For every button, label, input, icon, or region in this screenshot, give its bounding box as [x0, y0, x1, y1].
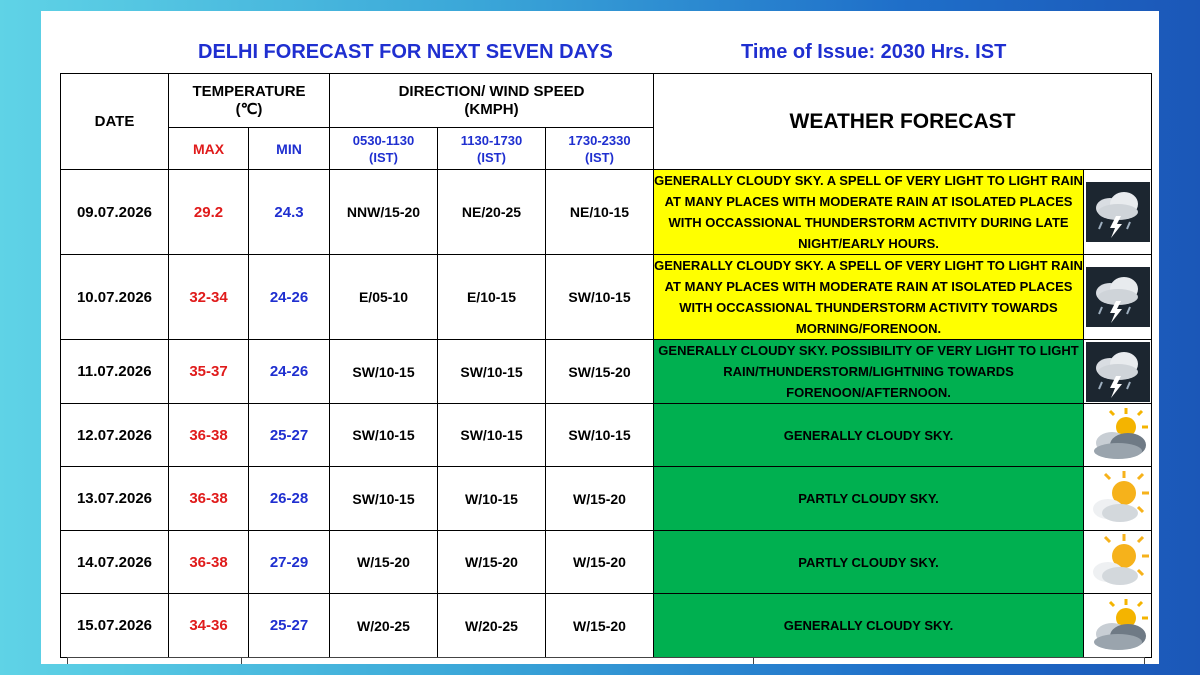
- wind-slot2-cell: SW/10-15: [438, 404, 546, 467]
- slot2-zone: (IST): [477, 149, 506, 165]
- thunderstorm-icon: [1084, 182, 1151, 242]
- table-row: [61, 170, 1152, 255]
- date-cell: 14.07.2026: [61, 531, 169, 594]
- max-temp-cell: 35-37: [169, 340, 249, 404]
- wind-slot3-cell: SW/10-15: [546, 404, 654, 467]
- wind-slot2-cell: W/10-15: [438, 467, 546, 531]
- partly-cloudy-icon: [1084, 469, 1151, 529]
- temperature-header-line1: TEMPERATURE: [192, 82, 306, 100]
- temperature-header: [169, 74, 330, 128]
- wind-header: [330, 74, 654, 128]
- wind-slot3-cell: W/15-20: [546, 531, 654, 594]
- wind-slot3-cell: NE/10-15: [546, 170, 654, 255]
- wind-slot2-cell: NE/20-25: [438, 170, 546, 255]
- table-row: [61, 594, 1152, 658]
- min-temp-cell: 24-26: [249, 255, 330, 340]
- max-temp-cell: 34-36: [169, 594, 249, 658]
- table-row: [61, 340, 1152, 404]
- wind-slot2-cell: SW/10-15: [438, 340, 546, 404]
- strip-divider: [241, 658, 242, 664]
- max-temp-cell: 36-38: [169, 531, 249, 594]
- thunderstorm-icon: [1084, 342, 1151, 402]
- slot2-header: [438, 128, 546, 170]
- max-temp-cell: 36-38: [169, 467, 249, 531]
- forecast-cell: GENERALLY CLOUDY SKY.: [654, 404, 1084, 467]
- wind-slot2-cell: W/20-25: [438, 594, 546, 658]
- date-cell: 13.07.2026: [61, 467, 169, 531]
- forecast-cell: GENERALLY CLOUDY SKY.: [654, 594, 1084, 658]
- forecast-table: [60, 73, 1152, 658]
- date-cell: 09.07.2026: [61, 170, 169, 255]
- forecast-sheet: [41, 11, 1159, 664]
- cloudy-sun-icon: [1084, 405, 1151, 465]
- partly-cloudy-icon: [1084, 532, 1151, 592]
- table-row: [61, 404, 1152, 467]
- min-temp-cell: 26-28: [249, 467, 330, 531]
- wind-slot1-cell: SW/10-15: [330, 467, 438, 531]
- wind-slot1-cell: SW/10-15: [330, 340, 438, 404]
- wind-slot3-cell: W/15-20: [546, 467, 654, 531]
- temperature-header-line2: (℃): [235, 100, 263, 118]
- slot1-time: 0530-1130: [352, 132, 415, 148]
- table-row: [61, 255, 1152, 340]
- weather-icon-cell: [1084, 404, 1152, 467]
- forecast-cell: PARTLY CLOUDY SKY.: [654, 531, 1084, 594]
- forecast-cell: GENERALLY CLOUDY SKY. A SPELL OF VERY LIGHT TO LIGHT RAIN AT MANY PLACES WITH MODERATE RAIN AT ISOLATED PLACES WITH OCCASSIONAL THUNDERSTORM ACTIVITY DURING LATE NIGHT/EARLY HOURS.: [654, 170, 1084, 255]
- wind-slot1-cell: NNW/15-20: [330, 170, 438, 255]
- table-row: [61, 531, 1152, 594]
- min-temp-cell: 24-26: [249, 340, 330, 404]
- wind-slot3-cell: SW/10-15: [546, 255, 654, 340]
- weather-icon-cell: [1084, 255, 1152, 340]
- date-header: DATE: [61, 74, 169, 170]
- wind-slot1-cell: E/05-10: [330, 255, 438, 340]
- wind-slot2-cell: W/15-20: [438, 531, 546, 594]
- max-header: MAX: [169, 128, 249, 170]
- min-temp-cell: 24.3: [249, 170, 330, 255]
- slot3-zone: (IST): [585, 149, 614, 165]
- wind-slot1-cell: SW/10-15: [330, 404, 438, 467]
- slot2-time: 1130-1730: [460, 132, 523, 148]
- min-temp-cell: 25-27: [249, 404, 330, 467]
- slot1-zone: (IST): [369, 149, 398, 165]
- max-temp-cell: 32-34: [169, 255, 249, 340]
- wind-slot3-cell: W/15-20: [546, 594, 654, 658]
- strip-divider: [753, 658, 754, 664]
- max-temp-cell: 36-38: [169, 404, 249, 467]
- weather-icon-cell: [1084, 340, 1152, 404]
- slot1-header: [330, 128, 438, 170]
- min-temp-cell: 25-27: [249, 594, 330, 658]
- slot3-time: 1730-2330: [568, 132, 631, 148]
- forecast-cell: GENERALLY CLOUDY SKY. POSSIBILITY OF VERY LIGHT TO LIGHT RAIN/THUNDERSTORM/LIGHTNING TOWARDS FORENOON/AFTERNOON.: [654, 340, 1084, 404]
- weather-icon-cell: [1084, 531, 1152, 594]
- strip-divider: [67, 658, 68, 664]
- wind-slot2-cell: E/10-15: [438, 255, 546, 340]
- issue-time: Time of Issue: 2030 Hrs. IST: [741, 41, 1007, 63]
- bottom-strip: [67, 657, 1145, 664]
- wind-slot3-cell: SW/15-20: [546, 340, 654, 404]
- weather-icon-cell: [1084, 594, 1152, 658]
- wind-header-line2: (KMPH): [464, 100, 519, 118]
- date-cell: 12.07.2026: [61, 404, 169, 467]
- max-temp-cell: 29.2: [169, 170, 249, 255]
- table-row: [61, 467, 1152, 531]
- page-title: DELHI FORECAST FOR NEXT SEVEN DAYS: [198, 41, 613, 63]
- forecast-cell: PARTLY CLOUDY SKY.: [654, 467, 1084, 531]
- wind-slot1-cell: W/15-20: [330, 531, 438, 594]
- weather-icon-cell: [1084, 170, 1152, 255]
- weather-forecast-header: WEATHER FORECAST: [654, 74, 1152, 170]
- slot3-header: [546, 128, 654, 170]
- forecast-cell: GENERALLY CLOUDY SKY. A SPELL OF VERY LIGHT TO LIGHT RAIN AT MANY PLACES WITH MODERATE RAIN AT ISOLATED PLACES WITH OCCASSIONAL THUNDERSTORM ACTIVITY TOWARDS MORNING/FORENOON.: [654, 255, 1084, 340]
- date-cell: 15.07.2026: [61, 594, 169, 658]
- weather-icon-cell: [1084, 467, 1152, 531]
- title-row: [41, 41, 1159, 71]
- date-cell: 11.07.2026: [61, 340, 169, 404]
- wind-header-line1: DIRECTION/ WIND SPEED: [398, 82, 585, 100]
- min-header: MIN: [249, 128, 330, 170]
- min-temp-cell: 27-29: [249, 531, 330, 594]
- wind-slot1-cell: W/20-25: [330, 594, 438, 658]
- date-cell: 10.07.2026: [61, 255, 169, 340]
- thunderstorm-icon: [1084, 267, 1151, 327]
- cloudy-sun-icon: [1084, 596, 1151, 656]
- strip-divider: [1144, 658, 1145, 664]
